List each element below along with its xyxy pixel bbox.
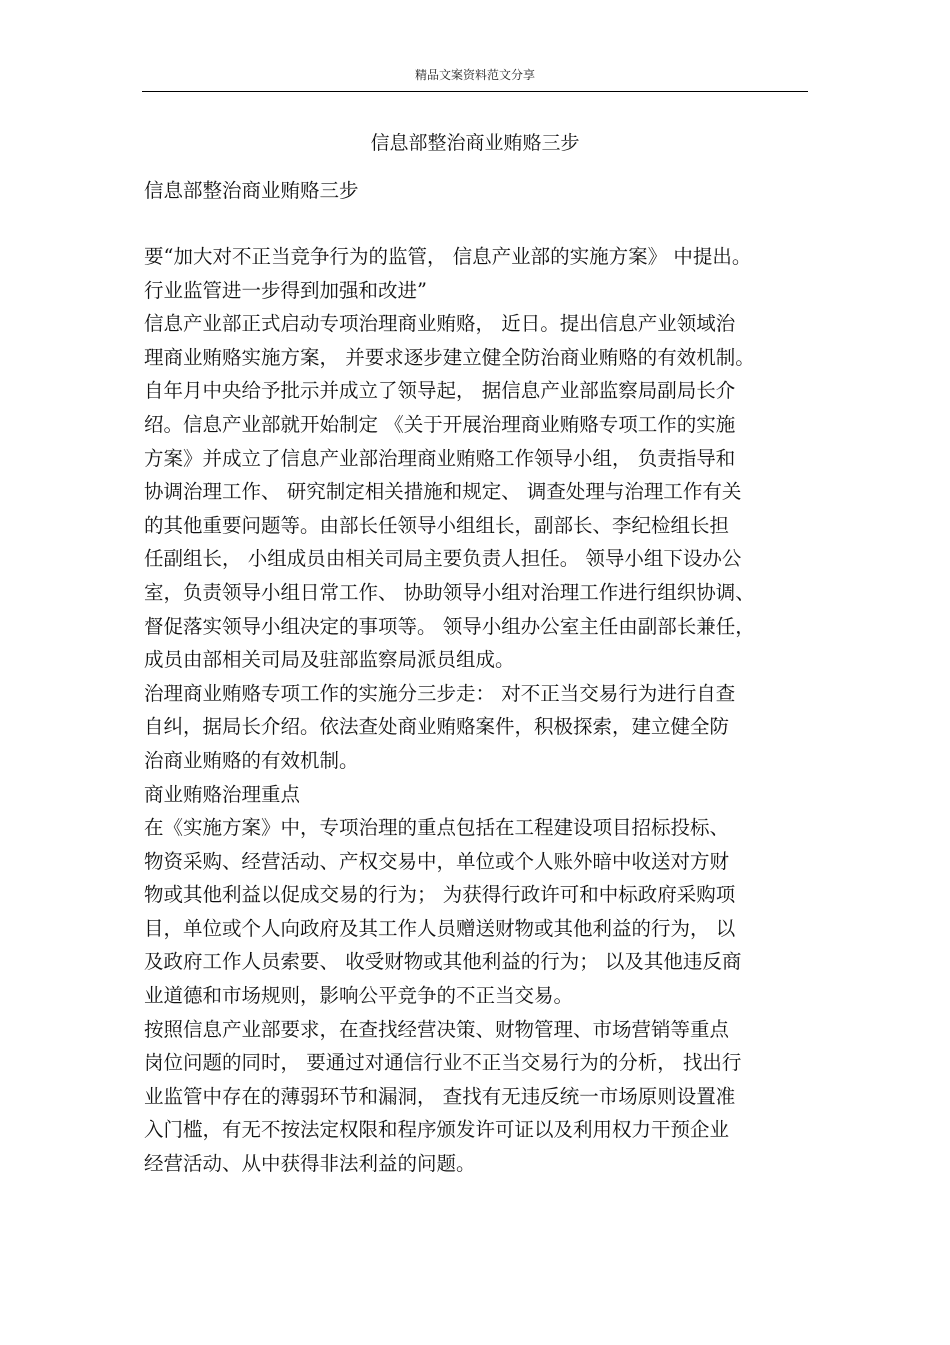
document-body bbox=[144, 240, 824, 1181]
body-line: 任副组长， 小组成员由相关司局主要负责人担任。 领导小组下设办公 bbox=[144, 547, 742, 571]
body-line: 绍。信息产业部就开始制定 《关于开展治理商业贿赂专项工作的实施 bbox=[144, 412, 736, 436]
document-title: 信息部整治商业贿赂三步 bbox=[370, 132, 580, 154]
body-line: 室，负责领导小组日常工作、 协助领导小组对治理工作进行组织协调、 bbox=[144, 580, 755, 604]
body-line: 自纠，据局长介绍。依法查处商业贿赂案件，积极探索，建立健全防 bbox=[144, 715, 730, 739]
body-line: 的其他重要问题等。由部长任领导小组组长，副部长、李纪检组长担 bbox=[144, 513, 730, 537]
body-line: 行业监管进一步得到加强和改进” bbox=[144, 278, 427, 302]
body-line: 治理商业贿赂专项工作的实施分三步走： 对不正当交易行为进行自查 bbox=[144, 681, 736, 705]
body-line: 按照信息产业部要求，在查找经营决策、财物管理、市场营销等重点 bbox=[144, 1017, 730, 1041]
header-divider bbox=[142, 91, 808, 92]
body-line: 入门槛，有无不按法定权限和程序颁发许可证以及利用权力干预企业 bbox=[144, 1118, 730, 1142]
body-line: 业监管中存在的薄弱环节和漏洞， 查找有无违反统一市场原则设置准 bbox=[144, 1084, 736, 1108]
body-line: 方案》并成立了信息产业部治理商业贿赂工作领导小组， 负责指导和 bbox=[144, 446, 736, 470]
body-line: 理商业贿赂实施方案， 并要求逐步建立健全防治商业贿赂的有效机制。 bbox=[144, 345, 755, 369]
body-line: 要“加大对不正当竞争行为的监管， 信息产业部的实施方案》 中提出。 bbox=[144, 245, 752, 268]
section-heading: 商业贿赂治理重点 bbox=[144, 782, 301, 806]
body-line: 业道德和市场规则，影响公平竞争的不正当交易。 bbox=[144, 984, 574, 1008]
body-line: 物资采购、经营活动、产权交易中，单位或个人账外暗中收送对方财 bbox=[144, 849, 730, 873]
body-line: 经营活动、从中获得非法利益的问题。 bbox=[144, 1152, 476, 1176]
body-line: 目，单位或个人向政府及其工作人员赠送财物或其他利益的行为， 以 bbox=[144, 916, 736, 940]
body-line: 信息产业部正式启动专项治理商业贿赂， 近日。提出信息产业领域治 bbox=[144, 312, 736, 336]
page-header: 精品文案资料范文分享 bbox=[414, 68, 535, 82]
body-line: 自年月中央给予批示并成立了领导起， 据信息产业部监察局副局长介 bbox=[144, 379, 736, 403]
body-line: 协调治理工作、 研究制定相关措施和规定、 调查处理与治理工作有关 bbox=[144, 480, 742, 504]
body-line: 成员由部相关司局及驻部监察局派员组成。 bbox=[144, 648, 515, 672]
body-line: 岗位问题的同时， 要通过对通信行业不正当交易行为的分析， 找出行 bbox=[144, 1051, 742, 1075]
body-line: 及政府工作人员索要、 收受财物或其他利益的行为； 以及其他违反商 bbox=[144, 950, 742, 974]
body-line: 在《实施方案》中，专项治理的重点包括在工程建设项目招标投标、 bbox=[144, 816, 730, 840]
body-line: 督促落实领导小组决定的事项等。 领导小组办公室主任由副部长兼任， bbox=[144, 614, 755, 638]
body-line: 治商业贿赂的有效机制。 bbox=[144, 748, 359, 772]
document-subtitle: 信息部整治商业贿赂三步 bbox=[144, 179, 359, 202]
body-line: 物或其他利益以促成交易的行为； 为获得行政许可和中标政府采购项 bbox=[144, 883, 736, 907]
